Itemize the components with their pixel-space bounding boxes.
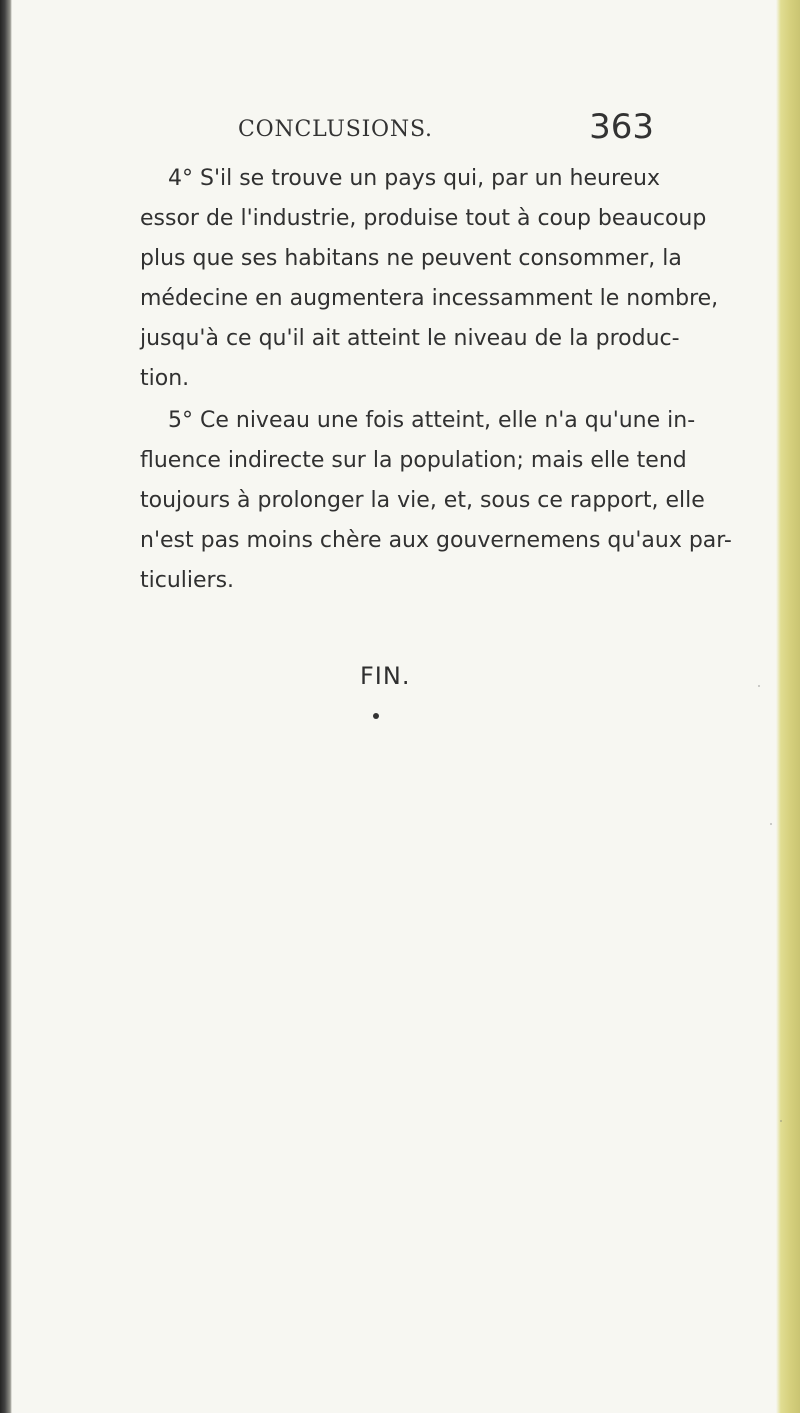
text-line: n'est pas moins chère aux gouvernemens qu'aux par- xyxy=(140,528,732,553)
left-binding-edge xyxy=(0,0,12,1413)
running-head: CONCLUSIONS. xyxy=(238,117,433,142)
ink-dot xyxy=(373,713,379,719)
paper-speck xyxy=(758,685,760,687)
text-line: plus que ses habitans ne peuvent consommer, la xyxy=(140,246,682,271)
text-line: jusqu'à ce qu'il ait atteint le niveau de la produc- xyxy=(140,326,680,351)
text-line: essor de l'industrie, produise tout à coup beaucoup xyxy=(140,206,707,231)
end-marker: FIN. xyxy=(360,662,411,690)
text-line: médecine en augmentera incessamment le nombre, xyxy=(140,286,719,311)
paper-speck xyxy=(780,1120,782,1122)
paper-speck xyxy=(770,823,772,825)
text-line: fluence indirecte sur la population; mais elle tend xyxy=(140,448,687,473)
main-text-block xyxy=(140,159,732,601)
text-line: toujours à prolonger la vie, et, sous ce rapport, elle xyxy=(140,488,705,513)
text-line: ticuliers. xyxy=(140,568,235,593)
right-page-edge xyxy=(776,0,800,1413)
text-line: 5° Ce niveau une fois atteint, elle n'a qu'une in- xyxy=(168,408,696,433)
page-header xyxy=(238,107,668,149)
text-line: 4° S'il se trouve un pays qui, par un heureux xyxy=(168,166,661,191)
text-line: tion. xyxy=(140,366,190,391)
page-number: 363 xyxy=(589,107,654,147)
